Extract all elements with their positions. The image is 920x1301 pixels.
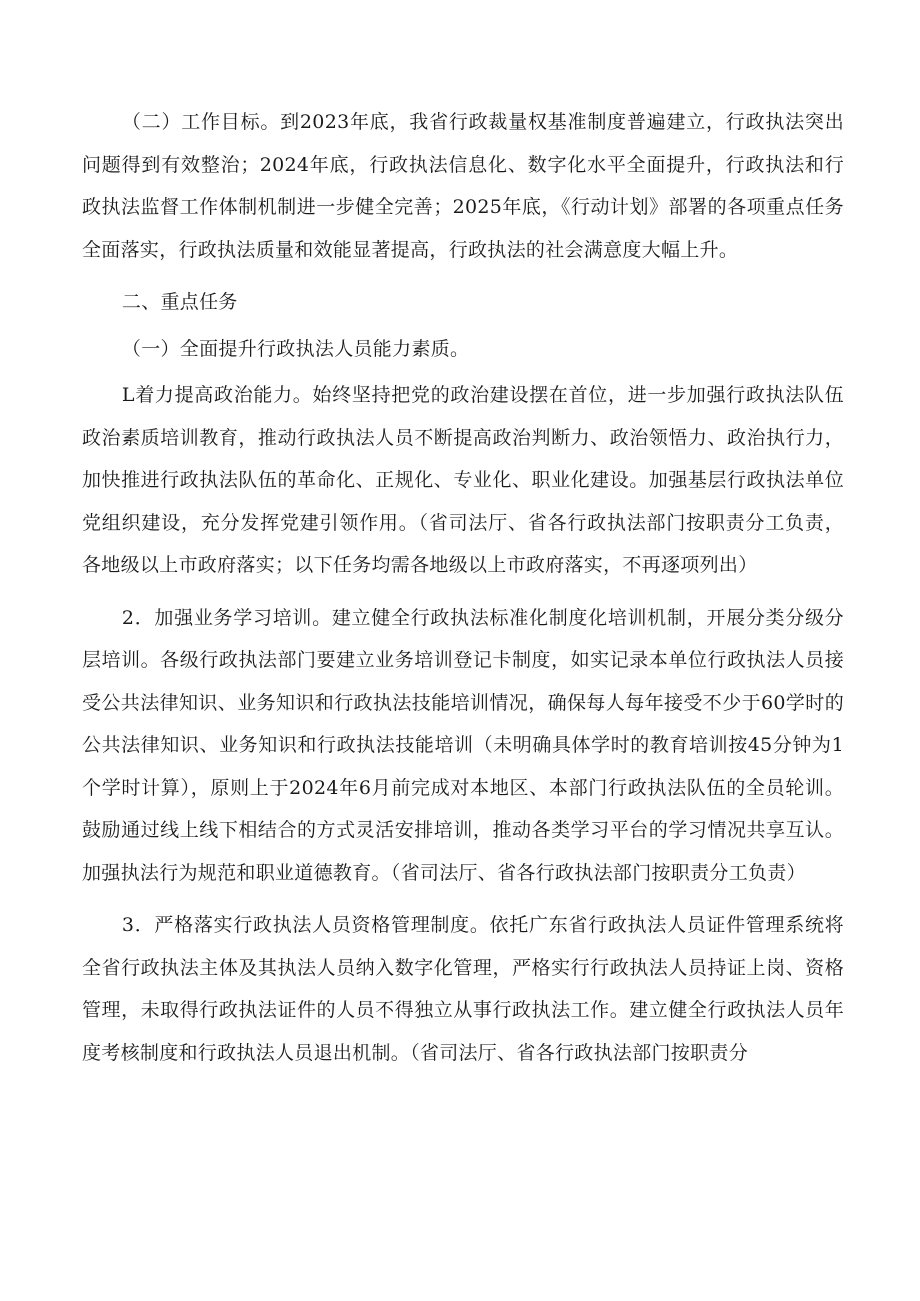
paragraph-item-3-qualification: 3．严格落实行政执法人员资格管理制度。依托广东省行政执法人员证件管理系统将全省行政执法主体及其执法人员纳入数字化管理，严格实行行政执法人员持证上岗、资格管理，未取得行政执法证件的人员不得独立从事行政执法工作。建立健全行政执法人员年度考核制度和行政执法人员退出机制。（省司法厅、省各行政执法部门按职责分	[82, 914, 844, 1064]
subsection-heading-capability: （一）全面提升行政执法人员能力素质。	[121, 337, 470, 360]
section-heading-key-tasks: 二、重点任务	[121, 291, 238, 313]
paragraph-work-goals: （二）工作目标。到2023年底，我省行政裁量权基准制度普遍建立，行政执法突出问题得到有效整治；2024年底，行政执法信息化、数字化水平全面提升，行政执法和行政执法监督工作体制机制进一步健全完善；2025年底，《行动计划》部署的各项重点任务全面落实，行政执法质量和效能显著提高，行政执法的社会满意度大幅上升。	[82, 111, 844, 261]
paragraph-item-2-training: 2．加强业务学习培训。建立健全行政执法标准化制度化培训机制，开展分类分级分层培训。各级行政执法部门要建立业务培训登记卡制度，如实记录本单位行政执法人员接受公共法律知识、业务知识和行政执法技能培训情况，确保每人每年接受不少于60学时的公共法律知识、业务知识和行政执法技能培训（未明确具体学时的教育培训按45分钟为1个学时计算），原则上于2024年6月前完成对本地区、本部门行政执法队伍的全员轮训。鼓励通过线上线下相结合的方式灵活安排培训，推动各类学习平台的学习情况共享互认。加强执法行为规范和职业道德教育。（省司法厅、省各行政执法部门按职责分工负责）	[82, 606, 844, 884]
paragraph-item-1-political: L着力提高政治能力。始终坚持把党的政治建设摆在首位，进一步加强行政执法队伍政治素质培训教育，推动行政执法人员不断提高政治判断力、政治领悟力、政治执行力，加快推进行政执法队伍的革命化、正规化、专业化、职业化建设。加强基层行政执法单位党组织建设，充分发挥党建引领作用。（省司法厅、省各行政执法部门按职责分工负责，各地级以上市政府落实；以下任务均需各地级以上市政府落实，不再逐项列出）	[82, 384, 844, 576]
